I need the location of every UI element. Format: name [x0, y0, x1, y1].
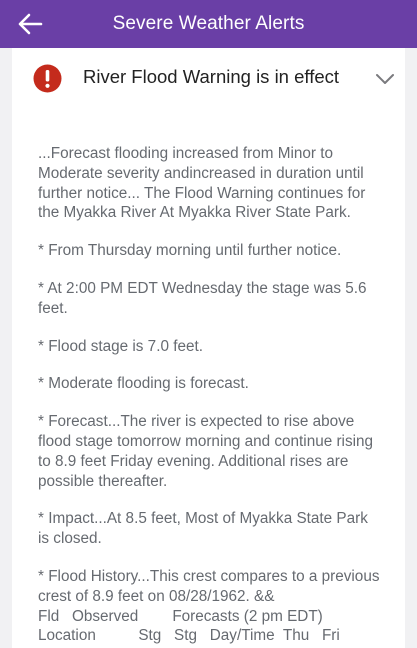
alert-card — [12, 48, 405, 648]
alert-paragraph: ...Forecast flooding increased from Minor to Moderate severity andincreased in duration until further notice... The Flood Warning continues for the Myakka River At Myakka River State Park. — [38, 145, 366, 222]
alert-paragraph: * Forecast...The river is expected to rise above flood stage tomorrow morning and continue rising to 8.9 feet Friday evening. Additional rises are possible thereafter. — [38, 413, 374, 490]
exclamation-circle-icon — [33, 64, 62, 93]
app-bar — [0, 0, 417, 48]
flood-table-header: Fld Observed Forecasts (2 pm EDT) Location Stg Stg Day/Time Thu Fri — [38, 607, 340, 645]
alert-paragraph: * Flood History...This crest compares to a previous crest of 8.9 feet on 08/28/1962. && — [38, 567, 380, 605]
alert-header[interactable] — [12, 48, 405, 106]
alert-paragraph: * From Thursday morning until further notice. — [38, 242, 342, 260]
alert-title: River Flood Warning is in effect — [83, 66, 340, 87]
page-title: Severe Weather Alerts — [112, 13, 305, 34]
alert-paragraph: * At 2:00 PM EDT Wednesday the stage was 5.6 feet. — [38, 279, 367, 317]
alert-paragraph: * Flood stage is 7.0 feet. — [38, 337, 203, 355]
alert-paragraph: * Impact...At 8.5 feet, Most of Myakka State Park is closed. — [38, 510, 368, 548]
alert-description — [38, 144, 383, 648]
alert-paragraph: * Moderate flooding is forecast. — [38, 375, 249, 393]
chevron-down-icon[interactable] — [375, 72, 395, 86]
